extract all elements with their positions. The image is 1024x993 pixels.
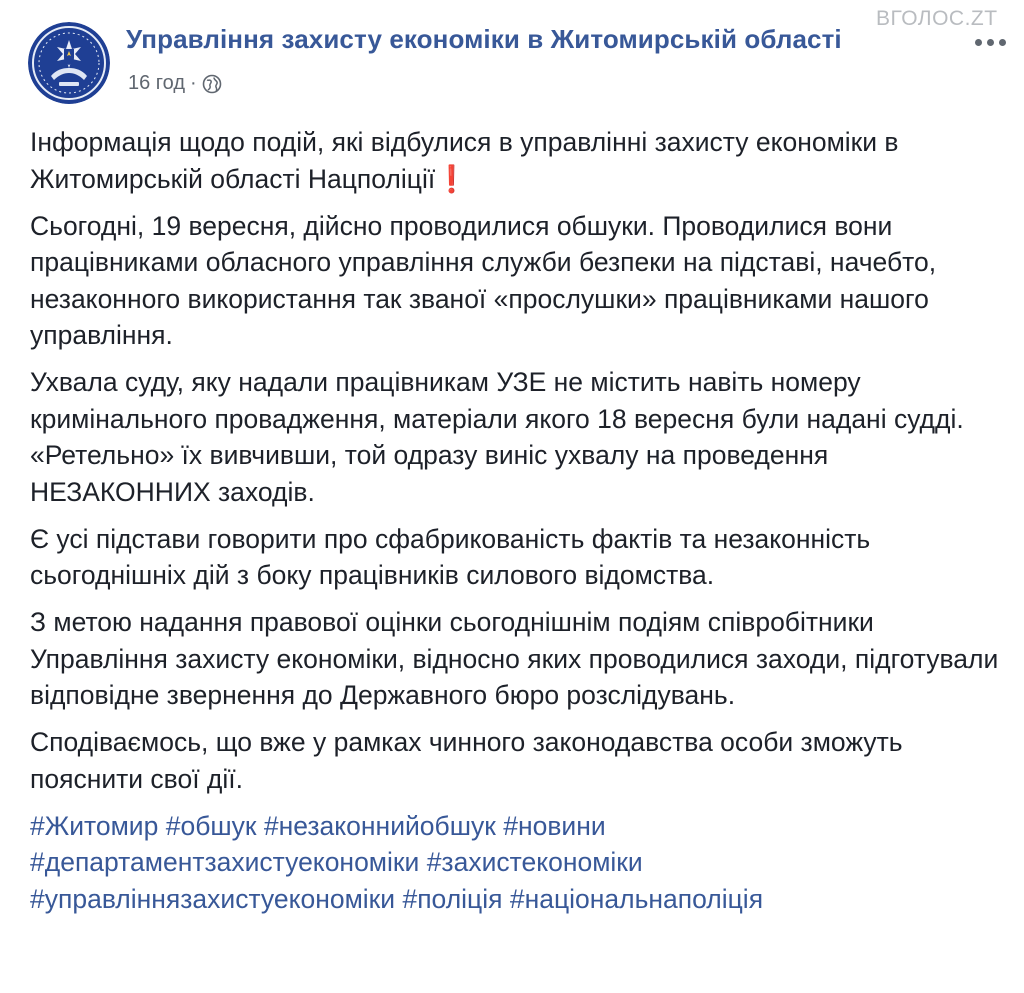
hashtag-link[interactable]: #захистекономіки bbox=[426, 847, 643, 877]
hashtag-link[interactable]: #обшук bbox=[165, 810, 257, 841]
exclamation-icon: ❗ bbox=[435, 163, 469, 194]
post-meta bbox=[128, 72, 222, 95]
police-emblem-icon bbox=[28, 22, 110, 104]
hashtag-link[interactable]: #поліція bbox=[402, 883, 503, 914]
hashtag-link[interactable]: #Житомир bbox=[30, 810, 159, 841]
hashtag-link[interactable]: #національнаполіція bbox=[509, 883, 764, 914]
hashtags bbox=[30, 808, 1002, 918]
paragraph: Ухвала суду, яку надали працівникам УЗЕ не містить навіть номеру кримінального провадження, матеріали якого 18 вересня були надані судді. «Ретельно» їх вивчивши, той одразу виніс ухвалу на проведення НЕЗАКОННИХ заходів. bbox=[30, 367, 964, 507]
hashtag-link[interactable]: #незаконнийобшук bbox=[263, 810, 496, 841]
paragraph: Інформація щодо подій, які відбулися в управлінні захисту економіки в Житомирській області Нацполіції❗ bbox=[30, 127, 899, 194]
page-avatar[interactable] bbox=[28, 22, 110, 104]
paragraph: З метою надання правової оцінки сьогоднішнім подіям співробітники Управління захисту економіки, відносно яких проводилися заходи, підготували відповідне звернення до Державного бюро розслідувань. bbox=[30, 607, 999, 710]
hashtag-link[interactable]: #департаментзахистуекономіки bbox=[30, 847, 420, 877]
more-options-icon[interactable] bbox=[970, 30, 1010, 54]
paragraph: Сьогодні, 19 вересня, дійсно проводилися обшуки. Проводилися вони працівниками обласного управління служби безпеки на підставі, начебто, незаконного використання так званої «прослушки» працівниками нашого управління. bbox=[30, 210, 937, 350]
paragraph: Є усі підстави говорити про сфабрикованість фактів та незаконність сьогоднішніх дій з боку працівників силового відомства. bbox=[30, 523, 871, 590]
post-timestamp[interactable]: 16 год bbox=[128, 72, 186, 94]
paragraph: Сподіваємось, що вже у рамках чинного законодавства особи зможуть пояснити свої дії. bbox=[30, 727, 903, 794]
hashtag-link[interactable]: #новини bbox=[503, 810, 606, 841]
post-text bbox=[30, 124, 1002, 917]
meta-separator: · bbox=[190, 72, 197, 94]
hashtag-link[interactable]: #управліннязахистуекономіки bbox=[30, 883, 396, 914]
watermark: ВГОЛОС.ZT bbox=[876, 7, 998, 30]
globe-icon[interactable] bbox=[202, 74, 222, 94]
page-name-link[interactable]: Управління захисту економіки в Житомирській області bbox=[126, 24, 842, 54]
